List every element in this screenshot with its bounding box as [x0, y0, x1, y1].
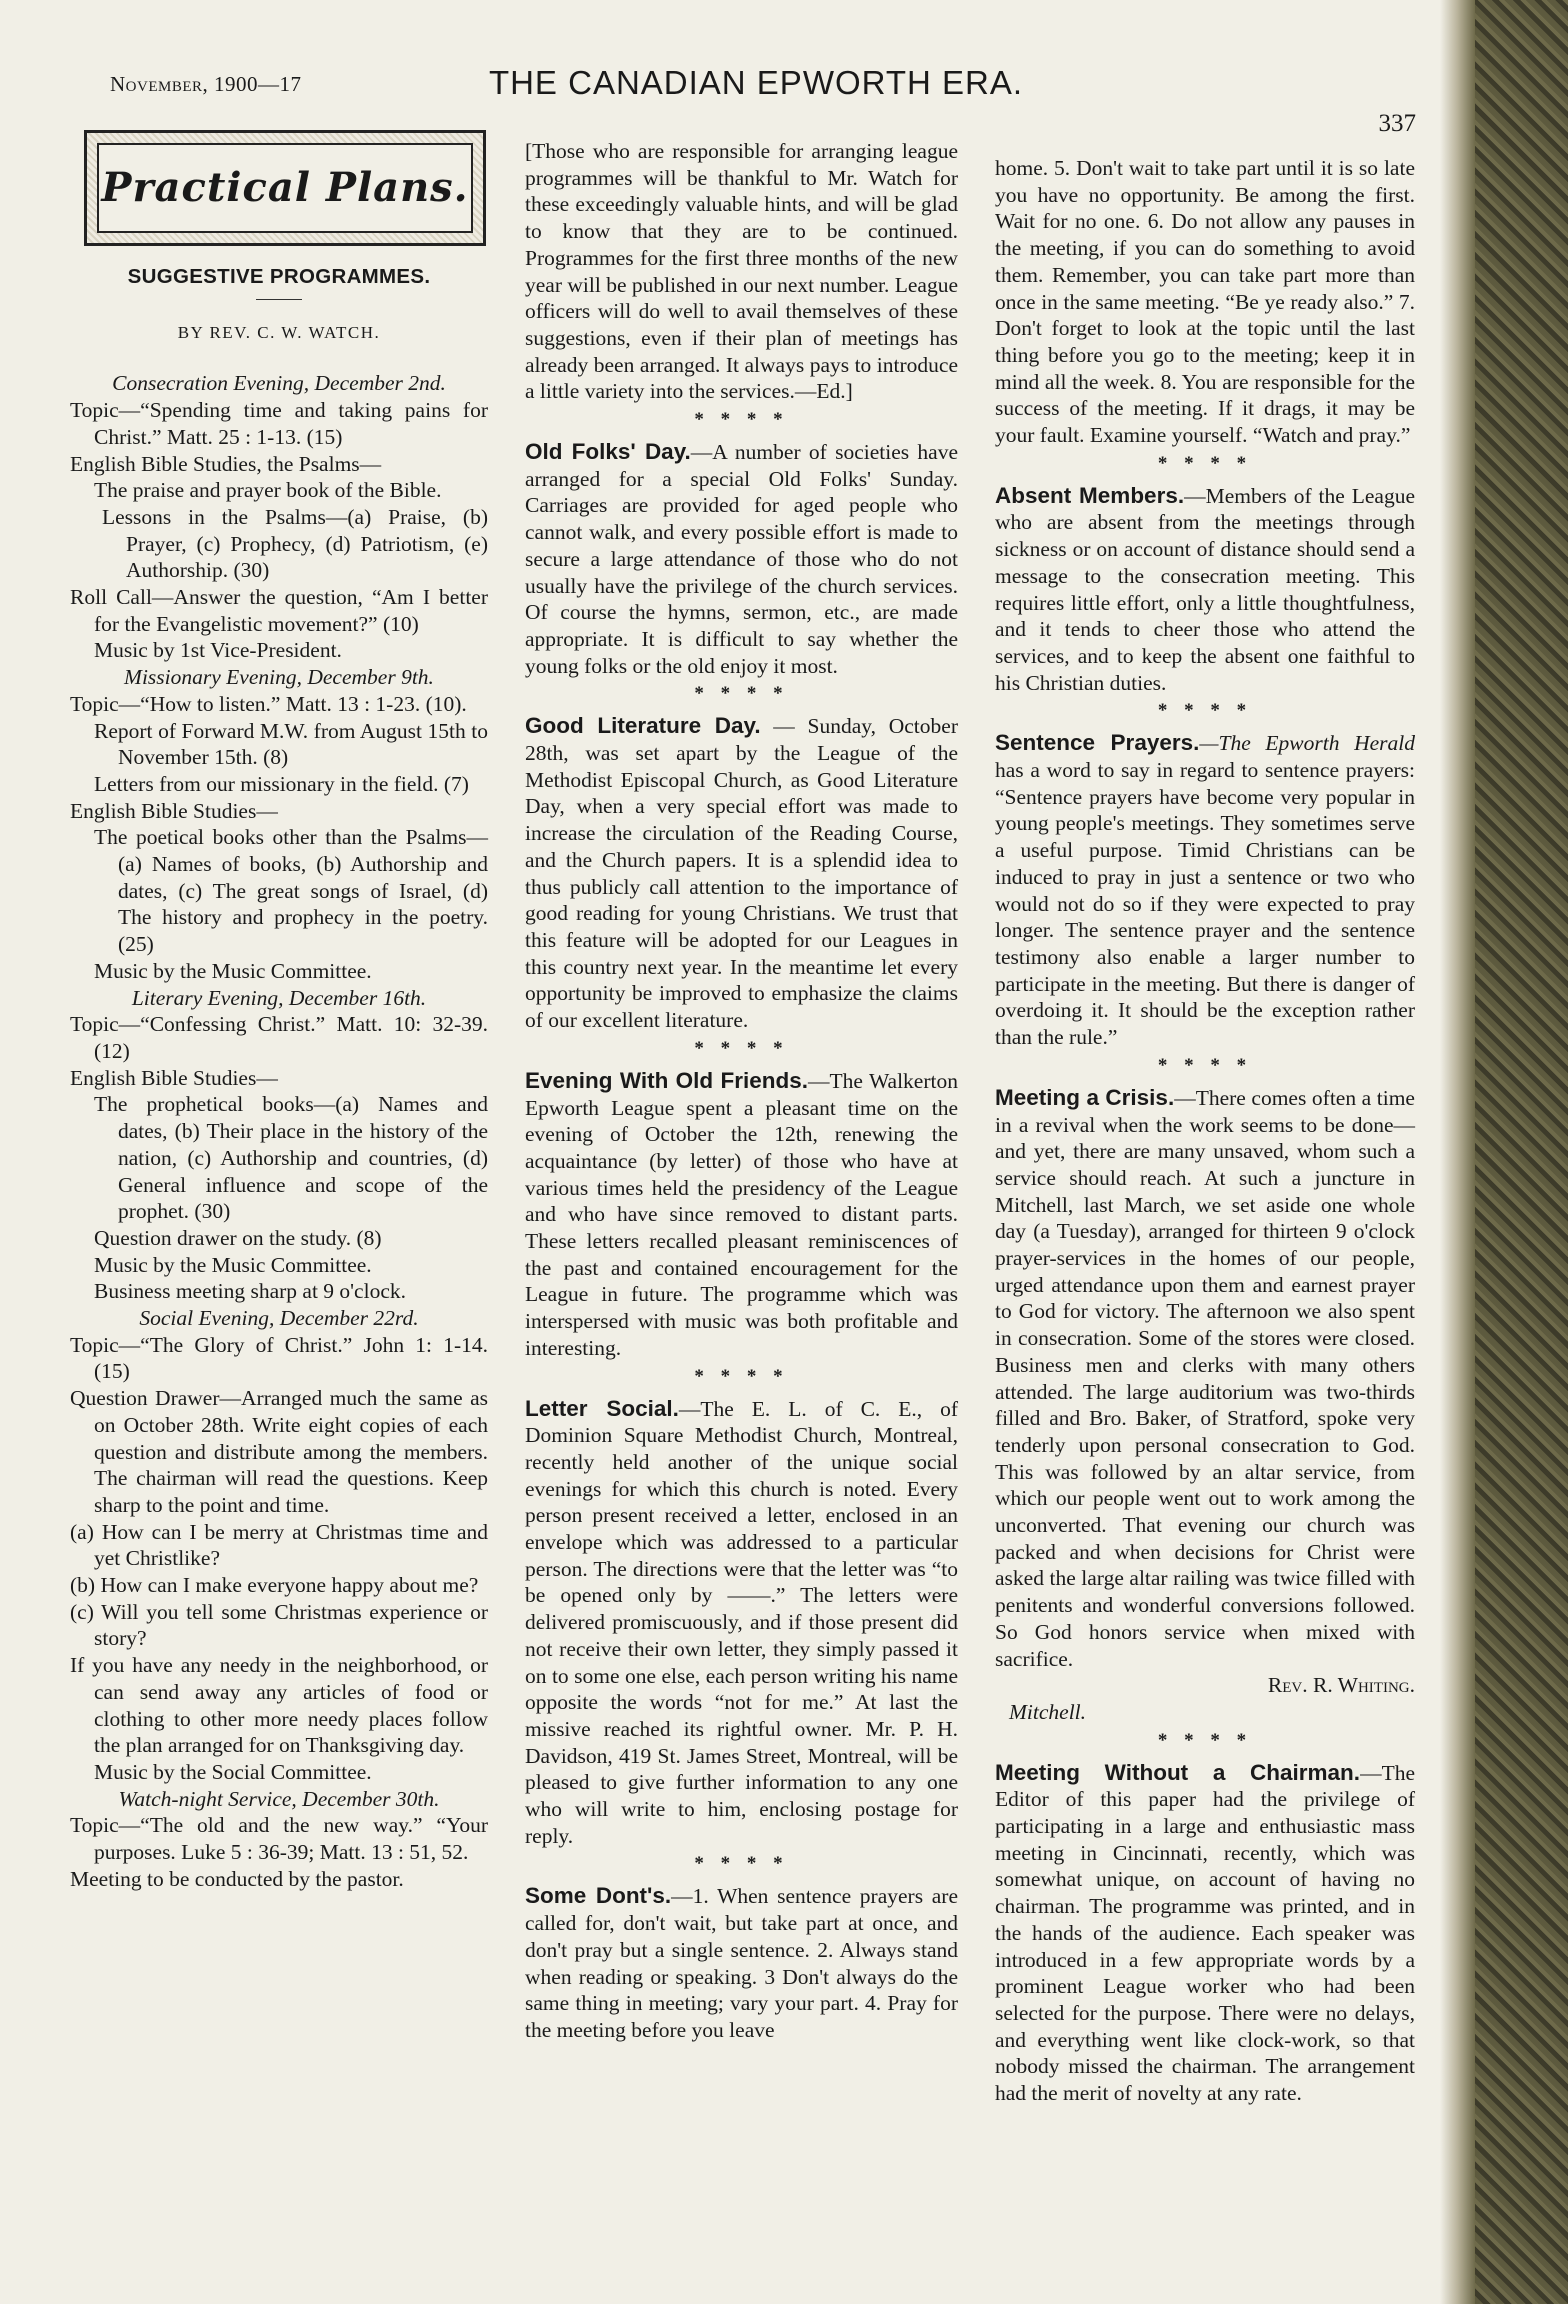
- article: [525, 439, 958, 679]
- programme-item: Topic—“Confessing Christ.” Matt. 10: 32-39. (12): [70, 1012, 488, 1063]
- article-source: —The Epworth Herald: [1199, 731, 1416, 756]
- issue-date: November, 1900—17: [110, 72, 302, 96]
- column-1: [70, 130, 488, 1892]
- programme-item: Music by the Music Committee.: [94, 958, 372, 983]
- programme-item: The praise and prayer book of the Bible.: [94, 478, 442, 503]
- programme-item: Music by the Social Committee.: [94, 1759, 372, 1784]
- article-heading: Letter Social.: [525, 1395, 679, 1421]
- article: [525, 713, 958, 1033]
- separator-stars: * * * *: [1157, 700, 1253, 722]
- programme-item: If you have any needy in the neighborhood, or can send away any articles of food or clothing to other more needy places follow the plan arranged for on Thanksgiving day.: [70, 1653, 488, 1758]
- programme-item: Question drawer on the study. (8): [94, 1225, 382, 1250]
- programme-item: Music by 1st Vice-President.: [94, 638, 342, 663]
- programme-item: Meeting to be conducted by the pastor.: [70, 1866, 404, 1891]
- article-heading: Good Literature Day.: [525, 713, 761, 739]
- article-heading: Sentence Prayers.: [995, 730, 1200, 756]
- column-2: [525, 138, 958, 2044]
- programme-item: English Bible Studies, the Psalms—: [70, 451, 382, 476]
- programme-item: Topic—“The old and the new way.” “Your purposes. Luke 5 : 36-39; Matt. 13 : 51, 52.: [70, 1813, 488, 1865]
- author-location: Mitchell.: [1009, 1699, 1087, 1724]
- banner-title: Practical Plans.: [101, 163, 469, 211]
- programme-item: Topic—“The Glory of Christ.” John 1: 1-14. (15): [70, 1332, 488, 1384]
- separator-stars: * * * *: [694, 1853, 789, 1875]
- evening-programmes: [70, 370, 488, 1892]
- page-edge-shadow: [1440, 0, 1475, 2304]
- article-heading: Meeting a Crisis.: [995, 1084, 1175, 1110]
- article-heading: Meeting Without a Chairman.: [995, 1759, 1361, 1785]
- article-body: — Sunday, October 28th, was set apart by the League of the Methodist Episcopal Church, as Good Literature Day, when a very special effort was made to increase the circulation of the Reading Course, and the Church papers. It is a splendid idea to thus publicly call attention to the importance of good reading for young Christians. We trust that this feature will be adopted for our Leagues in this country next year. In the meantime let every opportunity be improved to emphasize the claims of our excellent literature.: [525, 714, 958, 1033]
- programme-item: (b) How can I make everyone happy about me?: [70, 1573, 479, 1598]
- evening-title: Missionary Evening, December 9th.: [124, 665, 434, 690]
- dont-list-continued: home. 5. Don't wait to take part until it is so late you have no opportunity. Be among the first. Wait for no one. 6. Do not allow any pauses in the meeting, if you can do something to avoid them. Remember, you can take part more than once in the same meeting. “Be ye ready also.” 7. Don't forget to look at the topic until the last thing before you go to the meeting; keep it in mind all the week. 8. You are responsible for the success of the meeting. If it drags, it may be your fault. Examine yourself. “Watch and pray.”: [995, 156, 1415, 448]
- programme-item: English Bible Studies—: [70, 1065, 278, 1090]
- programme-item: (a) How can I be merry at Christmas time and yet Christlike?: [70, 1519, 488, 1571]
- programme-item: Business meeting sharp at 9 o'clock.: [94, 1279, 406, 1304]
- separator-stars: * * * *: [694, 1037, 789, 1059]
- byline: BY REV. C. W. WATCH.: [177, 322, 381, 342]
- section-heading: SUGGESTIVE PROGRAMMES.: [127, 265, 431, 288]
- evening-title: Literary Evening, December 16th.: [131, 985, 427, 1010]
- article-heading: Absent Members.: [995, 482, 1185, 508]
- editor-note: [Those who are responsible for arranging league programmes will be thankful to Mr. Watch for these exceedingly valuable hints, and will be glad to know that they are to be continued. Programmes for the first three months of the new year will be published in our next number. League officers will do well to avail themselves of these suggestions, even if their plan of meetings has already been arranged. It always pays to introduce a little variety into the services.—Ed.]: [525, 139, 958, 404]
- article: [525, 1396, 958, 1850]
- practical-plans-banner: [84, 130, 486, 246]
- column-3: [995, 155, 1415, 2107]
- programme-item: Roll Call—Answer the question, “Am I better for the Evangelistic movement?” (10): [70, 585, 488, 636]
- article: [525, 1883, 958, 2043]
- separator-stars: * * * *: [694, 409, 789, 431]
- programme-item: Question Drawer—Arranged much the same as on October 28th. Write eight copies of each question and distribute among the members. The chairman will read the questions. Keep sharp to the point and time.: [70, 1386, 488, 1517]
- programme-item: Letters from our missionary in the field. (7): [94, 771, 469, 796]
- separator-stars: * * * *: [694, 1365, 789, 1387]
- programme-item: Lessons in the Psalms—(a) Praise, (b) Prayer, (c) Prophecy, (d) Patriotism, (e) Authorship. (30): [102, 504, 488, 583]
- programme-item: Music by the Music Committee.: [94, 1252, 372, 1277]
- separator-stars: * * * *: [1157, 1054, 1253, 1076]
- article-body: —Members of the League who are absent from the meetings through sickness or on account of distance should send a message to the consecration meeting. This requires little effort, only a little thoughtfulness, and it tends to cheer those who attend the services, and to keep the absent one faithful to his Christian duties.: [995, 483, 1415, 695]
- programme-item: The poetical books other than the Psalms—(a) Names of books, (b) Authorship and dates, (c) The great songs of Israel, (d) The history and prophecy in the poetry. (25): [94, 825, 488, 957]
- separator-stars: * * * *: [1157, 1729, 1253, 1751]
- articles-list: [525, 439, 958, 2044]
- article-body: —The E. L. of C. E., of Dominion Square Methodist Church, Montreal, recently held another of the unique social evenings for which this church is noted. Every person present received a letter, enclosed in an envelope which was addressed to a particular person. The directions were that the letter was “to be opened only by ——.” The letters were delivered promiscuously, and if those present did not receive their own letter, they simply passed it on to some one else, each person writing his name opposite the words “not for me.” At last the missive reached its rightful owner. Mr. P. H. Davidson, 419 St. James Street, Montreal, will be pleased to give further information to any one who will write to him, enclosing postage for reply.: [525, 1396, 958, 1848]
- programme-item: Report of Forward M.W. from August 15th to November 15th. (8): [94, 718, 488, 770]
- programme-item: Topic—“How to listen.” Matt. 13 : 1-23. (10).: [70, 691, 467, 716]
- article-heading: Evening With Old Friends.: [525, 1067, 808, 1093]
- book-binding: [1475, 0, 1568, 2304]
- article-body: —A number of societies have arranged for a special Old Folks' Sunday. Carriages are provided for aged people who cannot walk, and every possible effort is made to secure a large attendance of those who do not usually have the privilege of the church services. Of course the hymns, sermon, etc., are made appropriate. It is difficult to say whether the young folks or the old enjoy it most.: [525, 440, 958, 678]
- article-absent-members: [995, 483, 1415, 697]
- article-body: —The Editor of this paper had the privilege of participating in a large and enthusiastic mass meeting in Cincinnati, recently, which was somewhat unique, on account of having no chairman. The programme was printed, and in the hands of the audience. Each speaker was introduced in a few appropriate words by a prominent League worker who had been selected for the purpose. There were no delays, and everything went like clock-work, so that nobody missed the chairman. The arrangement had the merit of novelty at any rate.: [995, 1760, 1415, 2106]
- separator-stars: * * * *: [1157, 452, 1253, 474]
- evening-title: Consecration Evening, December 2nd.: [112, 371, 446, 396]
- article: [525, 1068, 958, 1362]
- article-meeting-crisis: [995, 1085, 1415, 1672]
- article-body: —1. When sentence prayers are called for, don't wait, but take part at once, and don't pray but a single sentence. 2. Always stand when reading or speaking. 3 Don't always do the same thing in meeting; vary your part. 4. Pray for the meeting before you leave: [525, 1884, 958, 2042]
- article-body: has a word to say in regard to sentence prayers: “Sentence prayers have become very popular in young people's meetings. They sometimes serve a useful purpose. Timid Christians can be induced to pray in just a sentence or two who would not do so if they were expected to pray longer. The sentence prayer and the sentence testimony also enable a larger number to participate in the meeting. But there is danger of overdoing it. It should be the exception rather than the rule.”: [995, 758, 1415, 1050]
- masthead: [96, 62, 1416, 137]
- programme-item: The prophetical books—(a) Names and dates, (b) Their place in the history of the nation, (c) Authorship and countries, (d) General influence and scope of the prophet. (30): [94, 1092, 488, 1224]
- article-heading: Some Dont's.: [525, 1883, 672, 1909]
- programme-item: Topic—“Spending time and taking pains for Christ.” Matt. 25 : 1-13. (15): [70, 398, 488, 449]
- page-number: 337: [1378, 110, 1416, 137]
- article-body: —The Walkerton Epworth League spent a pleasant time on the evening of October the 12th, renewing the acquaintance (by letter) of those who have at various times held the presidency of the League and who have since removed to distant parts. These letters recalled pleasant reminiscences of the past and contained encouragement for the League in future. The programme which was interspersed with music was both profitable and interesting.: [525, 1068, 958, 1360]
- article-heading: Old Folks' Day.: [525, 439, 691, 465]
- article-sentence-prayers: [995, 730, 1415, 1050]
- evening-title: Watch-night Service, December 30th.: [118, 1786, 440, 1811]
- separator-stars: * * * *: [694, 683, 789, 705]
- evening-title: Social Evening, December 22rd.: [139, 1306, 419, 1331]
- programme-item: English Bible Studies—: [70, 798, 278, 823]
- programme-item: (c) Will you tell some Christmas experience or story?: [70, 1599, 488, 1651]
- publication-title: THE CANADIAN EPWORTH ERA.: [488, 64, 1024, 101]
- divider: [256, 299, 302, 300]
- author-signature: Rev. R. Whiting.: [1267, 1673, 1415, 1698]
- article-no-chairman: [995, 1760, 1415, 2107]
- article-body: —There comes often a time in a revival when the work seems to be done—and yet, there are many unsaved, whom such a service should reach. At such a juncture in Mitchell, last March, we set aside one whole day (a Tuesday), arranged for thirteen 9 o'clock prayer-services in the homes of our people, urged attendance upon them and earnest prayer to God for victory. The afternoon we also spent in consecration. Some of the stores were closed. Business men and clerks with many others attended. The large auditorium was two-thirds filled and Bro. Baker, of Stratford, spoke very tenderly upon personal consecration to God. This was followed by an altar service, from which our people went out to work among the unconverted. That evening our church was packed and when decisions for Christ were asked the large altar railing was twice filled with penitents and wonderful conversions followed. So God honors service when mixed with sacrifice.: [995, 1085, 1415, 1671]
